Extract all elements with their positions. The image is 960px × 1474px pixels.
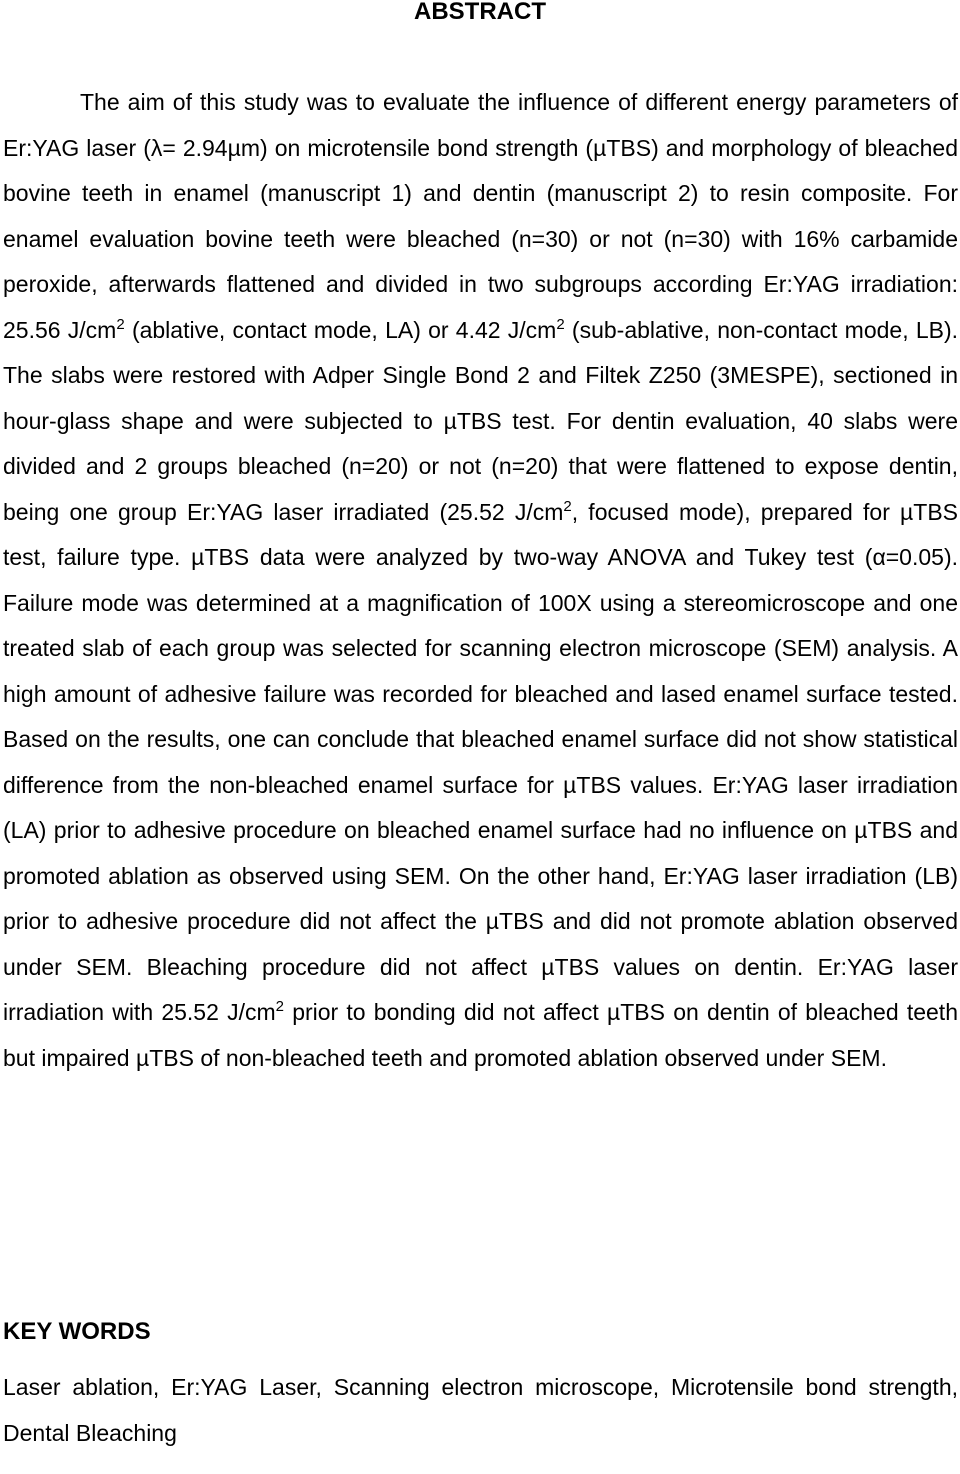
abstract-text-part-3: (sub-ablative, non-contact mode, LB). The slabs were restored with Adper Single Bond 2 and Filtek Z250 (3MESPE), sectioned in hour-glass shape and were subjected to µTBS test. For dentin evaluation, 40 slabs were divided and 2 groups bleached (n=20) or not (n=20) that were flattened to expose dentin, being one group Er:YAG laser irradiated (25.52 J/cm — [3, 316, 959, 525]
abstract-text-part-4: , focused mode), prepared for µTBS test, failure type. µTBS data were analyzed by two-way ANOVA and Tukey test (α=0.05). Failure mode was determined at a magnification of 100X using a stereomicroscope and one treated slab of each group was selected for scanning electron microscope (SEM) analysis. A high amount of adhesive failure was recorded for bleached and lased enamel surface tested. Based on the results, one can conclude that bleached enamel surface did not show statistical difference from the non-bleached enamel surface for µTBS values. Er:YAG laser irradiation (LA) prior to adhesive procedure on bleached enamel surface had no influence on µTBS and promoted ablation as observed using SEM. On the other hand, Er:YAG laser irradiation (LB) prior to adhesive procedure did not affect the µTBS and did not promote ablation observed under SEM. Bleaching procedure did not affect µTBS values on dentin. Er:YAG laser irradiation with 25.52 J/cm — [3, 498, 959, 1025]
superscript-exponent: 2 — [556, 315, 565, 333]
abstract-text-part-1: The aim of this study was to evaluate the influence of different energy parameters of Er:YAG laser (λ= 2.94µm) on microtensile bond strength (µTBS) and morphology of bleached bovine teeth in enamel (manuscript 1) and dentin (manuscript 2) to resin composite. For enamel evaluation bovine teeth were bleached (n=30) or not (n=30) with 16% carbamide peroxide, afterwards flattened and divided in two subgroups according Er:YAG irradiation: 25.56 J/cm — [3, 89, 958, 343]
superscript-exponent: 2 — [275, 998, 284, 1015]
superscript-exponent: 2 — [116, 315, 125, 333]
abstract-text-part-5: prior to bonding did not affect µTBS on dentin of bleached teeth but impaired µTBS of non-bleached teeth and promoted ablation observed under SEM. — [3, 999, 958, 1071]
abstract-heading: ABSTRACT — [414, 0, 546, 25]
keywords-heading: KEY WORDS — [3, 1318, 151, 1345]
keywords-list: Laser ablation, Er:YAG Laser, Scanning electron microscope, Microtensile bond strength, Dental Bleaching — [3, 1374, 958, 1446]
abstract-text-part-2: (ablative, contact mode, LA) or 4.42 J/cm — [124, 316, 557, 343]
superscript-exponent: 2 — [563, 497, 572, 515]
abstract-paragraph — [3, 80, 958, 1081]
